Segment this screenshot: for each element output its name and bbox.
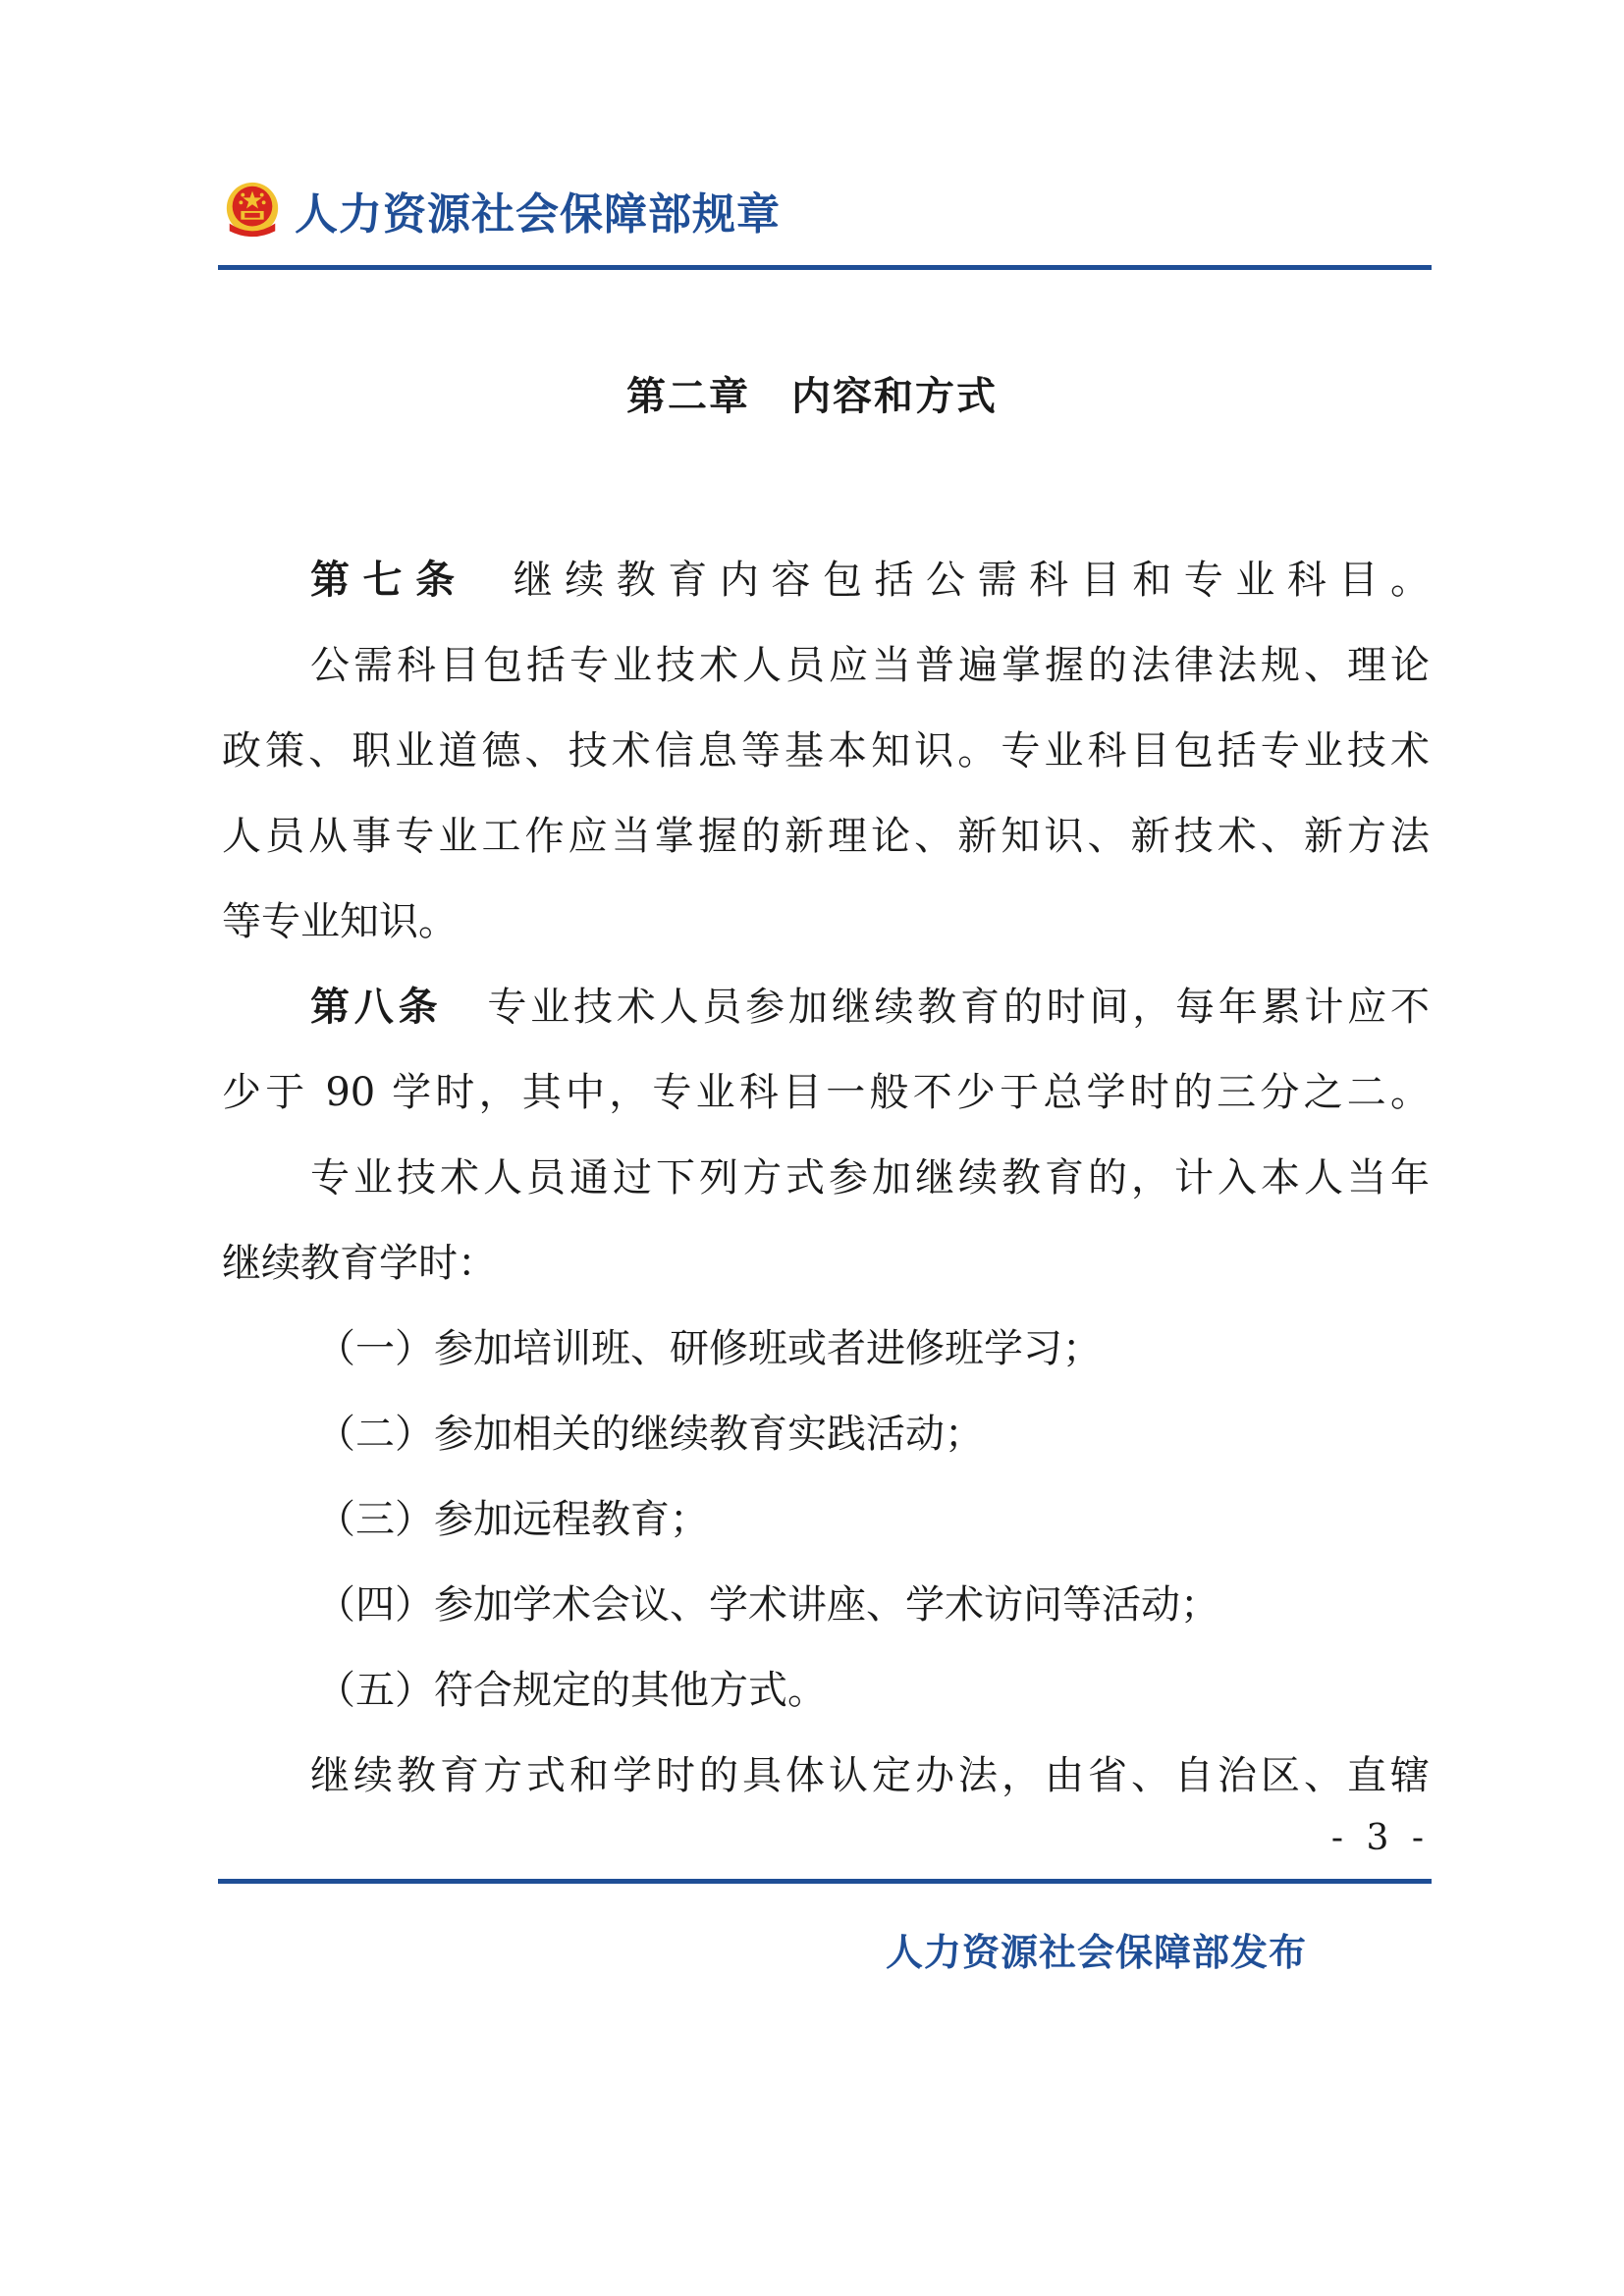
paragraph-line: 专业技术人员通过下列方式参加继续教育的，计入本人当年 (310, 1155, 1430, 1201)
paragraph-line: 政策、职业道德、技术信息等基本知识。专业科目包括专业技术 (222, 728, 1430, 774)
chapter-title: 第二章 内容和方式 (626, 374, 998, 419)
article-7-line-1 (222, 538, 1430, 623)
paragraph-line: 等专业知识。 (222, 899, 458, 944)
paragraph-line: 公需科目包括专业技术人员应当普遍掌握的法律法规、理论 (310, 643, 1430, 688)
paragraph-line: 人员从事专业工作应当掌握的新理论、新知识、新技术、新方法 (222, 814, 1430, 859)
list-item: （五）符合规定的其他方式。 (316, 1668, 827, 1713)
document-header (222, 175, 781, 245)
national-emblem-icon (222, 180, 283, 240)
page-number: - 3 - (1330, 1818, 1430, 1858)
paragraph-line: 继续教育方式和学时的具体认定办法，由省、自治区、直辖 (310, 1753, 1430, 1798)
article-7-label: 第七条 (310, 558, 468, 603)
list-item: （二）参加相关的继续教育实践活动； (316, 1412, 984, 1457)
list-item: （四）参加学术会议、学术讲座、学术访问等活动； (316, 1582, 1219, 1628)
header-divider (218, 265, 1432, 270)
document-body (222, 538, 1430, 1819)
list-item: （三）参加远程教育； (316, 1497, 709, 1542)
footer-divider (218, 1879, 1432, 1884)
header-title: 人力资源社会保障部规章 (295, 189, 781, 240)
article-8-text: 专业技术人员参加继续教育的时间，每年累计应不 (487, 985, 1430, 1030)
paragraph-line: 继续教育学时： (222, 1241, 497, 1286)
article-8-label: 第八条 (310, 985, 443, 1030)
list-item: （一）参加培训班、研修班或者进修班学习； (316, 1326, 1102, 1371)
article-8-line-1 (222, 965, 1430, 1050)
footer-publisher: 人力资源社会保障部发布 (886, 1931, 1308, 1974)
article-7-text: 继续教育内容包括公需科目和专业科目。 (513, 558, 1431, 603)
paragraph-line: 少于 90 学时，其中，专业科目一般不少于总学时的三分之二。 (222, 1070, 1430, 1115)
